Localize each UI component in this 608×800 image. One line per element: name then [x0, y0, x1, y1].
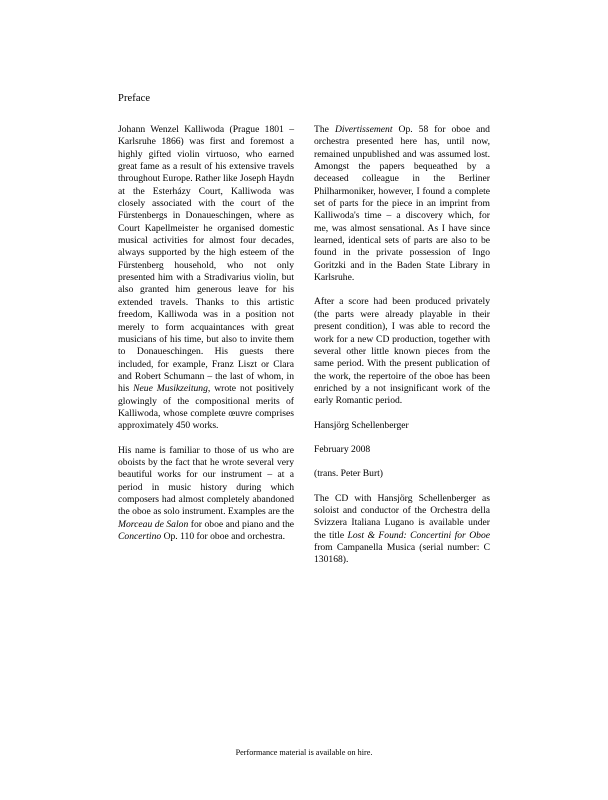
- work-title-concertino: Concertino: [118, 531, 162, 542]
- paragraph-divertissement: [314, 124, 490, 284]
- right-column: [314, 124, 490, 567]
- signature-date: February 2008: [314, 443, 371, 455]
- paragraph-oboe-works-part3: Op. 110 for oboe and orchestra.: [161, 531, 285, 542]
- signature-name: Hansjörg Schellenberger: [314, 419, 409, 431]
- paragraph-oboe-works-part1: His name is familiar to those of us who are oboists by the fact that he wrote several very beautiful works for our instrument – at a period in music history during which composers had almost completely abandoned the oboe as solo instrument. Examples are the: [118, 444, 294, 518]
- page-title: Preface: [118, 93, 151, 104]
- work-title-morceau: Morceau de Salon: [118, 518, 189, 530]
- translator-credit: (trans. Peter Burt): [314, 468, 384, 480]
- paragraph-cd-info: [314, 493, 490, 567]
- two-column-layout: [118, 124, 490, 567]
- preface-content: [118, 92, 490, 567]
- paragraph-divertissement-part1: The: [314, 124, 335, 135]
- journal-title: Neue Musikzeitung: [133, 383, 208, 395]
- work-title-divertissement: Divertissement: [334, 124, 393, 135]
- paragraph-divertissement-part2: Op. 58 for oboe and orchestra presented here has, until now, remained unpublished and was assumed lost. Amongst the papers bequeathed by a deceased colleague in the Berliner Philharmoniker, however, I found a complete set of parts for the piece in an imprint from Kalliwoda's time – a discovery which, for me, was almost sensational. As I have since learned, identical sets of parts are also to be found in the private possession of Ingo Goritzki and in the Baden State Library in Karlsruhe.: [314, 124, 490, 284]
- page-footer: Performance material is available on hire.: [235, 748, 373, 757]
- paragraph-oboe-works-part2: for oboe and piano and the: [188, 518, 294, 530]
- paragraph-recording: After a score had been produced privately (the parts were already playable in their present condition), I was able to record the work for a new CD production, together with several other little known pieces from the same period. With the present publication of the work, the repertoire of the oboe has been enriched by a not insignificant work of the early Romantic period.: [314, 296, 490, 407]
- paragraph-cd-info-part2: from Campanella Musica (serial number: C 130168).: [314, 541, 490, 566]
- cd-title: Lost & Found: Concertini for Oboe: [347, 529, 490, 541]
- paragraph-biography-part1: Johann Wenzel Kalliwoda (Prague 1801 – Karlsruhe 1866) was first and foremost a highly gifted violin virtuoso, who earned great fame as a result of his extensive travels throughout Europe. Rather like Joseph Haydn at the Esterházy Court, Kalliwoda was closely associated with the court of the Fürstenbergs in Donaueschingen, where as Court Kapellmeister he organised domestic musical activities for almost four decades, always supported by the high esteem of the Fürstenberg household, who not only presented him with a Stradivarius violin, but also granted him generous leave for his extended travels. Thanks to this artistic freedom, Kalliwoda was in a position not merely to form acquaintances with great musicians of his time, but also to invite them to Donaueschingen. His guests there included, for example, Franz Liszt or Clara and Robert Schumann – the last of whom, in his: [118, 124, 294, 395]
- paragraph-biography-part2: , wrote not positively glowingly of the compositional merits of Kalliwoda, whose complete œuvre comprises approximately 450 works.: [118, 383, 294, 432]
- paragraph-oboe-works: [118, 445, 294, 544]
- paragraph-biography: [118, 124, 294, 433]
- paragraph-cd-info-part1: The CD with Hansjörg Schellenberger as soloist and conductor of the Orchestra della Svizzera Italiana Lugano is available under the title: [314, 492, 490, 541]
- left-column: [118, 124, 294, 567]
